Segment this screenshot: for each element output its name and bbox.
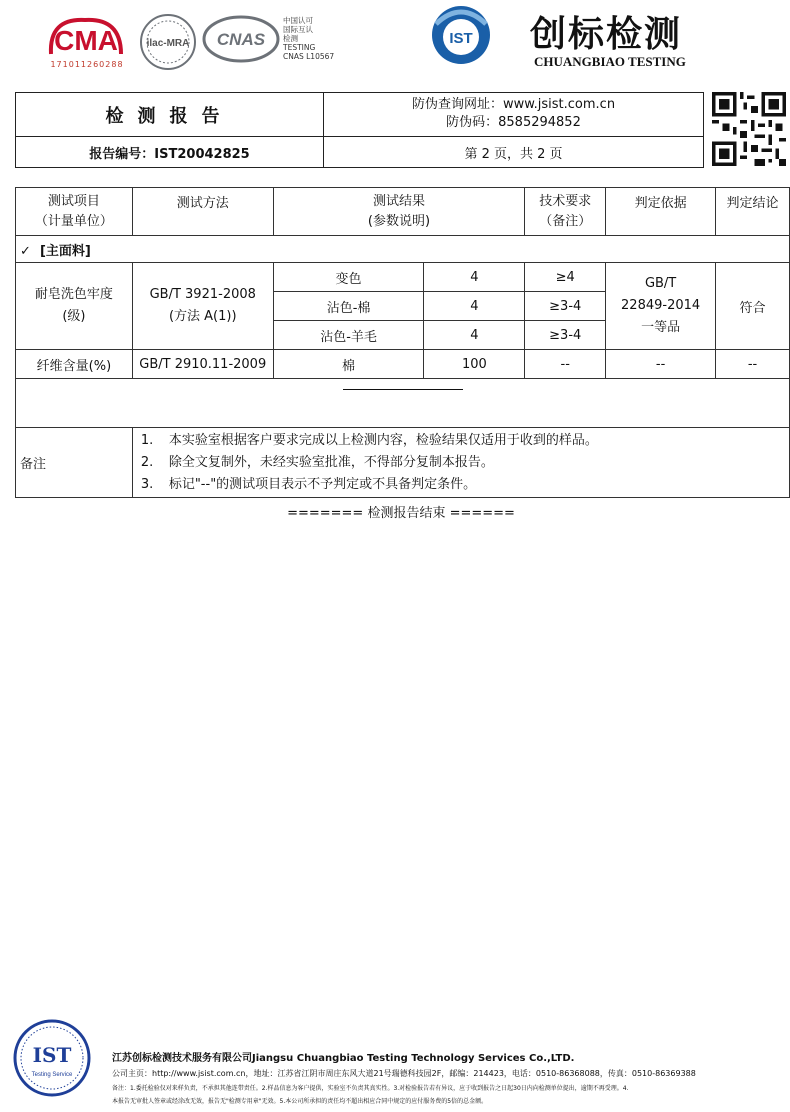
- notes-row: [16, 428, 790, 498]
- header-line: 测试结果: [372, 194, 425, 209]
- brand-name-cn: 创标检测: [530, 13, 683, 55]
- note-number: 2.: [140, 454, 154, 470]
- note-number: 1.: [140, 432, 154, 448]
- method-line: GB/T 3921-2008: [149, 287, 256, 302]
- item-line: 耐皂洗色牢度: [34, 287, 113, 302]
- note-text: 本实验室根据客户要求完成以上检测内容，检验结果仅适用于收到的样品。: [168, 432, 598, 448]
- qr-code[interactable]: [712, 92, 786, 166]
- method-line: (方法 A(1)): [168, 309, 237, 324]
- row-method: [132, 263, 273, 350]
- report-title: 检测报告: [16, 93, 324, 137]
- ilac-mra-logo: [138, 12, 198, 72]
- note-item: [141, 452, 787, 474]
- anti-fake-info: [324, 93, 703, 137]
- cma-logo: [45, 14, 127, 62]
- result-value: 100: [424, 350, 525, 379]
- result-param: 变色: [273, 263, 424, 292]
- footer-address: 公司主页：http://www.jsist.com.cn，地址：江苏省江阴市周庄东风大道21号瑞德科技园2F，邮编：214423，电话：0510-86368088，传真：0510-86369388: [112, 1069, 696, 1078]
- col-header-result: [273, 188, 525, 236]
- report-header: [15, 92, 704, 168]
- basis-line: 22849-2014: [621, 298, 701, 313]
- footer-note-2: 本报告无审批人签章或经涂改无效，报告无"检测专用章"无效。5.本公司所承担的责任均不超出相应合同中规定的应付服务费的5倍的总金额。: [112, 1098, 488, 1105]
- blank-cell: [16, 379, 790, 428]
- seal-text: IST: [32, 1043, 72, 1067]
- note-text: 除全文复制外，未经实验室批准，不得部分复制本报告。: [168, 454, 494, 470]
- cnas-caption-line: 中国认可: [283, 16, 313, 25]
- blank-row: [16, 379, 790, 428]
- cma-logo-text: CMA: [54, 25, 118, 56]
- ist-logo-text: IST: [449, 30, 473, 47]
- row-conclusion: --: [716, 350, 790, 379]
- result-value: 4: [424, 321, 525, 350]
- test-results-table: [15, 187, 790, 498]
- result-requirement: --: [525, 350, 606, 379]
- result-param: 沾色-羊毛: [273, 321, 424, 350]
- row-basis: [606, 263, 716, 350]
- page-info: 第 2 页，共 2 页: [464, 146, 563, 162]
- note-item: [141, 474, 787, 496]
- section-title: [主面料]: [39, 243, 91, 259]
- cnas-logo: [202, 14, 280, 64]
- report-end-marker: ======= 检测报告结束 ======: [287, 506, 515, 521]
- brand-name-en: CHUANGBIAO TESTING: [534, 54, 686, 69]
- footer-company: 江苏创标检测技术服务有限公司Jiangsu Chuangbiao Testing Technology Services Co.,LTD.: [112, 1053, 575, 1064]
- cnas-logo-text: CNAS: [216, 30, 266, 49]
- footer-note-1: 备注：1.委托检验仅对来样负责，不承担其他连带责任。2.样品信息为客户提供，实验室不负责其真实性。3.对检验报告若有异议，应于收到报告之日起30日内向检测单位提出，逾期不再受理。4.: [112, 1085, 629, 1092]
- col-header-method: 测试方法: [132, 188, 273, 236]
- table-header-row: [16, 188, 790, 236]
- result-value: 4: [424, 263, 525, 292]
- col-header-requirement: [525, 188, 606, 236]
- section-label: [16, 236, 790, 263]
- basis-line: 一等品: [641, 320, 681, 335]
- row-basis: --: [606, 350, 716, 379]
- row-item: 纤维含量(%): [16, 350, 133, 379]
- ist-logo: [428, 4, 494, 66]
- note-item: [141, 430, 787, 452]
- note-text: 标记"--"的测试项目表示不予判定或不具备判定条件。: [168, 476, 477, 492]
- company-seal: [12, 1018, 92, 1098]
- report-number: 报告编号：IST20042825: [16, 137, 324, 167]
- divider: [343, 389, 463, 390]
- cnas-caption-line: TESTING: [283, 43, 316, 52]
- check-icon: ✓: [20, 243, 31, 259]
- verify-url: 防伪查询网址：www.jsist.com.cn: [411, 97, 616, 112]
- header-line: （备注）: [539, 214, 592, 229]
- notes-label: 备注: [16, 428, 133, 498]
- header-line: 测试项目: [47, 194, 100, 209]
- result-requirement: ≥3-4: [525, 292, 606, 321]
- result-param: 棉: [273, 350, 424, 379]
- verify-code: 防伪码：8585294852: [446, 115, 581, 130]
- result-requirement: ≥4: [525, 263, 606, 292]
- result-value: 4: [424, 292, 525, 321]
- result-requirement: ≥3-4: [525, 321, 606, 350]
- col-header-conclusion: 判定结论: [716, 188, 790, 236]
- seal-subtext: Testing Service: [31, 1072, 73, 1078]
- cnas-caption: [283, 16, 353, 61]
- cma-number: 171011260288: [50, 60, 124, 69]
- row-item: [16, 263, 133, 350]
- basis-line: GB/T: [644, 276, 677, 291]
- section-row: [16, 236, 790, 263]
- ilac-logo-text: ilac-MRA: [146, 38, 190, 49]
- header-line: 技术要求: [539, 194, 592, 209]
- cnas-caption-line: CNAS L10567: [283, 52, 335, 61]
- item-line: (级): [62, 309, 86, 324]
- note-number: 3.: [140, 476, 154, 492]
- table-row: [16, 350, 790, 379]
- result-param: 沾色-棉: [273, 292, 424, 321]
- cnas-caption-line: 检测: [283, 34, 298, 43]
- row-conclusion: 符合: [716, 263, 790, 350]
- row-method: GB/T 2910.11-2009: [132, 350, 273, 379]
- cnas-caption-line: 国际互认: [283, 25, 313, 34]
- col-header-basis: 判定依据: [606, 188, 716, 236]
- header-line: (参数说明): [367, 214, 431, 229]
- col-header-item: [16, 188, 133, 236]
- table-row: [16, 263, 790, 292]
- header-line: （计量单位）: [34, 214, 113, 229]
- notes-content: [132, 428, 789, 498]
